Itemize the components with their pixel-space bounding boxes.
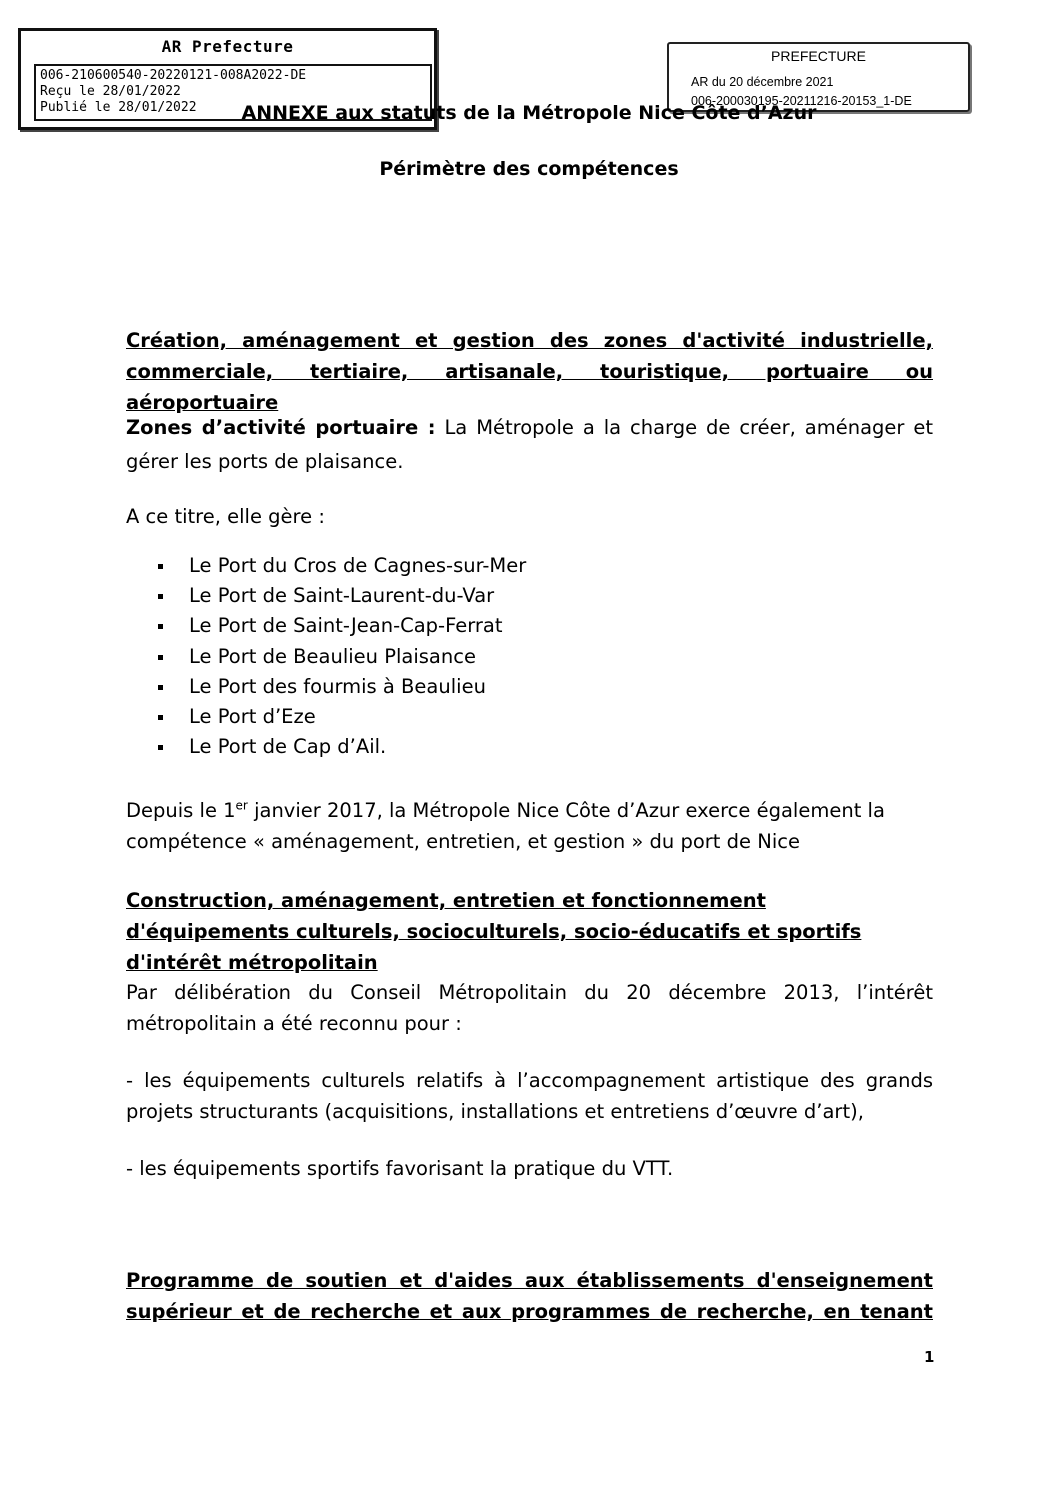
stamp-reference: 006-210600540-20220121-008A2022-DE (40, 68, 307, 83)
paragraph-deliberation: Par délibération du Conseil Métropolitain du 20 décembre 2013, l’intérêt métropolitain a été reconnu pour : (126, 981, 933, 1035)
section-heading-enseignement (126, 1265, 933, 1327)
section-heading-text: Construction, aménagement, entretien et fonctionnement d'équipements culturels, socioculturels, socio-éducatifs et sportifs d'intérêt métropolitain (126, 889, 862, 974)
list-item: Le Port de Beaulieu Plaisance (155, 642, 526, 672)
list-item: Le Port d’Eze (155, 702, 526, 732)
page-number: 1 (924, 1348, 935, 1366)
receipt-reference: 006-200030195-20211216-20153_1-DE (691, 94, 912, 108)
list-item: Le Port de Saint-Laurent-du-Var (155, 581, 526, 611)
receipt-date: AR du 20 décembre 2021 (691, 75, 834, 89)
section-heading-text: Programme de soutien et d'aides aux établissements d'enseignement supérieur et de recherche et aux programmes de recherche, en tenant (126, 1269, 933, 1323)
list-item: Le Port de Cap d’Ail. (155, 732, 526, 762)
ports-list (155, 551, 526, 762)
depuis-text-start: Depuis le 1 (126, 799, 236, 822)
stamp-received-date: Reçu le 28/01/2022 (40, 84, 181, 99)
list-item: Le Port de Saint-Jean-Cap-Ferrat (155, 611, 526, 641)
section-heading-equipements (126, 885, 906, 978)
stamp-title: AR Prefecture (161, 37, 294, 56)
list-intro: A ce titre, elle gère : (126, 505, 325, 528)
zones-label: Zones d’activité portuaire : (126, 416, 436, 439)
paragraph-equipements-sportifs: - les équipements sportifs favorisant la pratique du VTT. (126, 1157, 674, 1180)
list-item: Le Port du Cros de Cagnes-sur-Mer (155, 551, 526, 581)
paragraph-port-de-nice (126, 795, 933, 857)
section-heading-text: Création, aménagement et gestion des zones d'activité industrielle, commerciale, tertiaire, artisanale, touristique, portuaire ou aéroportuaire (126, 329, 933, 414)
paragraph-equipements-culturels: - les équipements culturels relatifs à l’accompagnement artistique des grands projets structurants (acquisitions, installations et entretiens d’œuvre d’art), (126, 1069, 933, 1123)
receipt-title: PREFECTURE (771, 48, 866, 64)
zones-text: La Métropole a la charge de créer, aménager et gérer les ports de plaisance. (126, 416, 933, 473)
section-heading-zones-activite (126, 325, 933, 418)
paragraph-zones-portuaires (126, 411, 933, 479)
document-title: ANNEXE aux statuts de la Métropole Nice Côte d’Azur (241, 102, 817, 124)
ordinal-suffix: er (235, 798, 248, 813)
document-subtitle: Périmètre des compétences (379, 158, 679, 180)
stamp-published-date: Publié le 28/01/2022 (40, 100, 197, 115)
list-item: Le Port des fourmis à Beaulieu (155, 672, 526, 702)
depuis-text-end: janvier 2017, la Métropole Nice Côte d’Azur exerce également la compétence « aménagement, entretien, et gestion » du port de Nice (126, 799, 885, 853)
